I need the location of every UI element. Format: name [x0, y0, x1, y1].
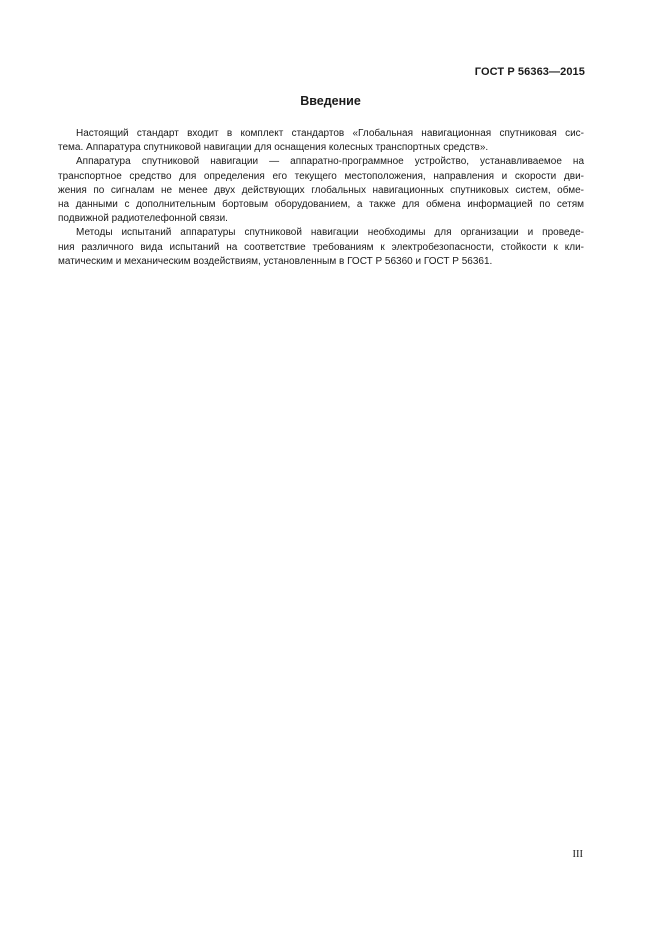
paragraph-line: подвижной радиотелефонной связи.	[58, 213, 228, 225]
paragraph-line: тема. Аппаратура спутниковой навигации для оснащения колесных транспортных средств».	[58, 142, 489, 154]
paragraph-line: ния различного вида испытаний на соответствие требованиям к электробезопасности, стойкости к кли-	[58, 241, 584, 253]
section-title: Введение	[300, 94, 361, 108]
paragraph	[58, 226, 584, 269]
introduction-body	[58, 127, 584, 269]
paragraph-line: на данными с дополнительным бортовым оборудованием, а также для обмена информацией по сетям	[58, 199, 584, 211]
paragraph-line: жения по сигналам не менее двух действующих глобальных навигационных спутниковых систем, обме-	[58, 184, 584, 196]
paragraph-line: Настоящий стандарт входит в комплект стандартов «Глобальная навигационная спутниковая сис-	[76, 128, 584, 139]
paragraph-line: Методы испытаний аппаратуры спутниковой навигации необходимы для организации и проведе-	[76, 227, 584, 239]
paragraph	[58, 155, 584, 226]
paragraph	[58, 127, 584, 155]
paragraph-line: Аппаратура спутниковой навигации — аппаратно-программное устройство, устанавливаемое на	[76, 156, 584, 168]
paragraph-line: матическим и механическим воздействиям, установленным в ГОСТ Р 56360 и ГОСТ Р 56361.	[58, 255, 493, 267]
paragraph-line: транспортное средство для определения его текущего местоположения, направления и скорости дви-	[58, 170, 584, 182]
document-code: ГОСТ Р 56363—2015	[474, 66, 585, 78]
page-number: III	[572, 849, 583, 860]
